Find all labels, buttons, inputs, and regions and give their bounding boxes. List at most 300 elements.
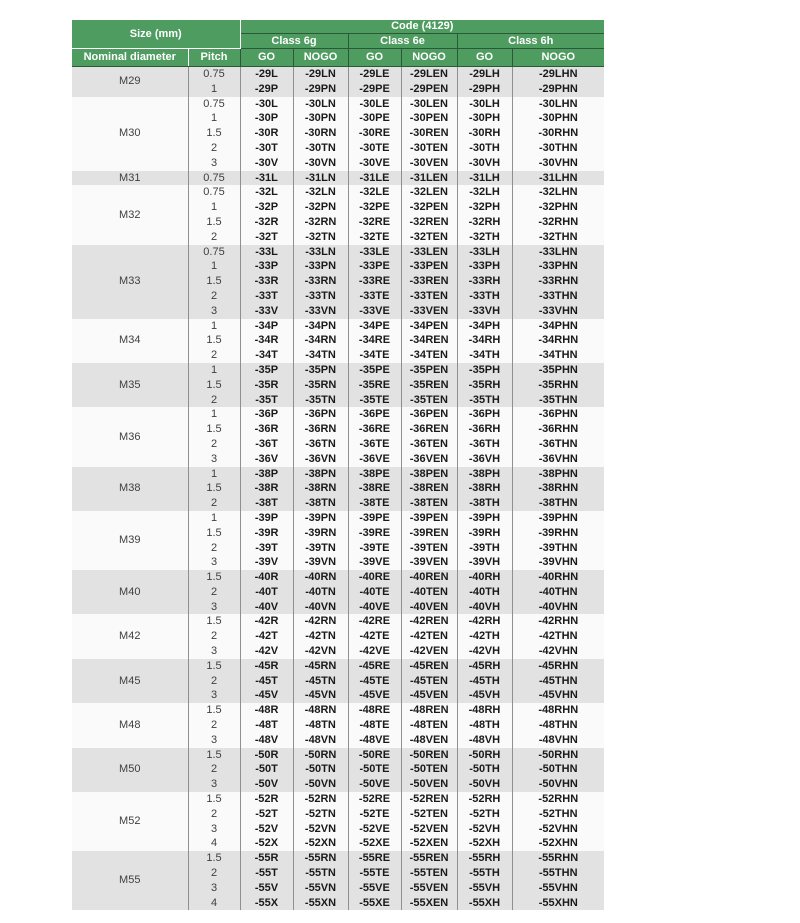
thread-gauge-code-table — [72, 20, 604, 910]
code-cell: -39VHN — [512, 555, 604, 570]
table-row — [72, 511, 604, 526]
code-cell: -34TE — [348, 348, 401, 363]
code-cell: -42REN — [401, 614, 457, 629]
code-cell: -30VEN — [401, 156, 457, 171]
code-cell: -48VH — [457, 733, 512, 748]
pitch-cell: 1.5 — [188, 659, 240, 674]
code-cell: -52TE — [348, 807, 401, 822]
code-cell: -50VN — [293, 777, 348, 792]
code-cell: -33VEN — [401, 304, 457, 319]
code-cell: -48RE — [348, 703, 401, 718]
code-cell: -55RN — [293, 851, 348, 866]
code-cell: -32REN — [401, 215, 457, 230]
code-cell: -32LE — [348, 185, 401, 200]
nominal-diameter-cell: M39 — [119, 534, 141, 547]
go-6g-header: GO — [240, 49, 293, 67]
code-cell: -42TEN — [401, 629, 457, 644]
code-cell: -39RN — [293, 526, 348, 541]
code-cell: -38RE — [348, 481, 401, 496]
pitch-cell: 1.5 — [188, 851, 240, 866]
code-cell: -35PN — [293, 363, 348, 378]
code-cell: -40VHN — [512, 600, 604, 615]
pitch-cell: 2 — [188, 230, 240, 245]
code-cell: -42TN — [293, 629, 348, 644]
code-cell: -39TH — [457, 541, 512, 556]
code-cell: -39PE — [348, 511, 401, 526]
code-cell: -30P — [240, 111, 293, 126]
code-cell: -45TN — [293, 674, 348, 689]
code-cell: -36T — [240, 437, 293, 452]
code-cell: -55X — [240, 896, 293, 911]
code-cell: -40VEN — [401, 600, 457, 615]
code-cell: -32R — [240, 215, 293, 230]
code-cell: -35TH — [457, 393, 512, 408]
code-cell: -42T — [240, 629, 293, 644]
code-cell: -52X — [240, 836, 293, 851]
code-cell: -33VE — [348, 304, 401, 319]
code-cell: -55VEN — [401, 881, 457, 896]
code-cell: -52RN — [293, 792, 348, 807]
pitch-cell: 2 — [188, 393, 240, 408]
pitch-cell: 1.5 — [188, 792, 240, 807]
nominal-diameter-cell: M32 — [119, 208, 141, 221]
code-cell: -32PHN — [512, 200, 604, 215]
nominal-diameter-cell: M29 — [119, 75, 141, 88]
code-cell: -33RH — [457, 274, 512, 289]
code-cell: -42VH — [457, 644, 512, 659]
code-cell: -39R — [240, 526, 293, 541]
code-cell: -40TH — [457, 585, 512, 600]
code-cell: -38R — [240, 481, 293, 496]
code-cell: -30RE — [348, 126, 401, 141]
code-cell: -40RN — [293, 570, 348, 585]
code-cell: -50VHN — [512, 777, 604, 792]
pitch-cell: 2 — [188, 762, 240, 777]
code-cell: -36RH — [457, 422, 512, 437]
code-cell: -52VHN — [512, 822, 604, 837]
code-cell: -35REN — [401, 378, 457, 393]
code-cell: -42VHN — [512, 644, 604, 659]
code-cell: -29P — [240, 82, 293, 97]
pitch-cell: 4 — [188, 896, 240, 911]
code-cell: -34PN — [293, 319, 348, 334]
code-cell: -55RHN — [512, 851, 604, 866]
code-cell: -34T — [240, 348, 293, 363]
pitch-cell: 3 — [188, 452, 240, 467]
pitch-cell: 2 — [188, 674, 240, 689]
pitch-cell: 1 — [188, 467, 240, 482]
code-cell: -36TEN — [401, 437, 457, 452]
code-cell: -36PEN — [401, 407, 457, 422]
code-cell: -30LHN — [512, 97, 604, 112]
code-cell: -48TH — [457, 718, 512, 733]
table-row — [72, 363, 604, 378]
code-cell: -55XH — [457, 896, 512, 911]
code-cell: -33L — [240, 245, 293, 260]
code-cell: -48RN — [293, 703, 348, 718]
code-cell: -36RE — [348, 422, 401, 437]
code-cell: -32T — [240, 230, 293, 245]
code-cell: -33PEN — [401, 259, 457, 274]
code-cell: -45VN — [293, 688, 348, 703]
code-cell: -55TE — [348, 866, 401, 881]
code-cell: -52V — [240, 822, 293, 837]
code-cell: -32L — [240, 185, 293, 200]
code-cell: -52VN — [293, 822, 348, 837]
code-cell: -35R — [240, 378, 293, 393]
code-cell: -34TN — [293, 348, 348, 363]
code-cell: -30REN — [401, 126, 457, 141]
pitch-cell: 3 — [188, 881, 240, 896]
code-cell: -52R — [240, 792, 293, 807]
code-cell: -30PHN — [512, 111, 604, 126]
code-cell: -48T — [240, 718, 293, 733]
code-cell: -29LHN — [512, 67, 604, 82]
code-cell: -36P — [240, 407, 293, 422]
code-cell: -30TN — [293, 141, 348, 156]
code-cell: -55THN — [512, 866, 604, 881]
nominal-diameter-cell: M48 — [119, 719, 141, 732]
thread-gauge-code-table-wrap — [72, 20, 604, 910]
code-cell: -52REN — [401, 792, 457, 807]
code-cell: -30LE — [348, 97, 401, 112]
table-row — [72, 792, 604, 807]
code-cell: -42TE — [348, 629, 401, 644]
code-cell: -30VHN — [512, 156, 604, 171]
code-cell: -30T — [240, 141, 293, 156]
code-cell: -30RN — [293, 126, 348, 141]
code-cell: -36PH — [457, 407, 512, 422]
nominal-diameter-cell: M40 — [119, 585, 141, 598]
pitch-cell: 2 — [188, 437, 240, 452]
code-group-header: Code (4129) — [240, 20, 604, 34]
pitch-cell: 1.5 — [188, 274, 240, 289]
code-cell: -30TE — [348, 141, 401, 156]
pitch-header: Pitch — [188, 49, 240, 67]
code-cell: -35PHN — [512, 363, 604, 378]
pitch-cell: 0.75 — [188, 245, 240, 260]
code-cell: -48V — [240, 733, 293, 748]
code-cell: -45T — [240, 674, 293, 689]
code-cell: -30VE — [348, 156, 401, 171]
code-cell: -42TH — [457, 629, 512, 644]
code-cell: -38RHN — [512, 481, 604, 496]
code-cell: -52TEN — [401, 807, 457, 822]
code-cell: -39RHN — [512, 526, 604, 541]
code-cell: -36R — [240, 422, 293, 437]
code-cell: -45RE — [348, 659, 401, 674]
pitch-cell: 2 — [188, 348, 240, 363]
code-cell: -55XEN — [401, 896, 457, 911]
code-cell: -33RN — [293, 274, 348, 289]
code-cell: -45RHN — [512, 659, 604, 674]
code-cell: -34REN — [401, 333, 457, 348]
code-cell: -48REN — [401, 703, 457, 718]
code-cell: -34PH — [457, 319, 512, 334]
nominal-diameter-cell: M45 — [119, 674, 141, 687]
code-cell: -39TE — [348, 541, 401, 556]
code-cell: -33T — [240, 289, 293, 304]
pitch-cell: 0.75 — [188, 97, 240, 112]
code-cell: -55VN — [293, 881, 348, 896]
pitch-cell: 3 — [188, 777, 240, 792]
table-row — [72, 748, 604, 763]
code-cell: -40T — [240, 585, 293, 600]
code-cell: -55XE — [348, 896, 401, 911]
code-cell: -48TEN — [401, 718, 457, 733]
code-cell: -30L — [240, 97, 293, 112]
table-body — [72, 67, 604, 911]
code-cell: -50RN — [293, 748, 348, 763]
code-cell: -34TEN — [401, 348, 457, 363]
table-row — [72, 185, 604, 200]
code-cell: -33LN — [293, 245, 348, 260]
pitch-cell: 1.5 — [188, 333, 240, 348]
code-cell: -52TH — [457, 807, 512, 822]
code-cell: -35THN — [512, 393, 604, 408]
code-cell: -33TH — [457, 289, 512, 304]
pitch-cell: 1.5 — [188, 614, 240, 629]
pitch-cell: 2 — [188, 541, 240, 556]
code-cell: -33PN — [293, 259, 348, 274]
code-cell: -48VN — [293, 733, 348, 748]
code-cell: -50TN — [293, 762, 348, 777]
code-cell: -55T — [240, 866, 293, 881]
code-cell: -42THN — [512, 629, 604, 644]
code-cell: -40VN — [293, 600, 348, 615]
code-cell: -32LHN — [512, 185, 604, 200]
code-cell: -36THN — [512, 437, 604, 452]
code-cell: -30VH — [457, 156, 512, 171]
code-cell: -40REN — [401, 570, 457, 585]
code-cell: -39THN — [512, 541, 604, 556]
code-cell: -30V — [240, 156, 293, 171]
code-cell: -38TH — [457, 496, 512, 511]
code-cell: -31LN — [293, 171, 348, 186]
code-cell: -30RHN — [512, 126, 604, 141]
code-cell: -32TE — [348, 230, 401, 245]
code-cell: -38TEN — [401, 496, 457, 511]
code-cell: -32TEN — [401, 230, 457, 245]
code-cell: -45TEN — [401, 674, 457, 689]
pitch-cell: 1.5 — [188, 526, 240, 541]
code-cell: -50REN — [401, 748, 457, 763]
code-cell: -34TH — [457, 348, 512, 363]
code-cell: -36VHN — [512, 452, 604, 467]
code-cell: -29PN — [293, 82, 348, 97]
code-cell: -39V — [240, 555, 293, 570]
code-cell: -42VE — [348, 644, 401, 659]
code-cell: -33LEN — [401, 245, 457, 260]
code-cell: -33THN — [512, 289, 604, 304]
pitch-cell: 1.5 — [188, 570, 240, 585]
code-cell: -36PHN — [512, 407, 604, 422]
code-cell: -55VE — [348, 881, 401, 896]
code-cell: -30VN — [293, 156, 348, 171]
code-cell: -52RHN — [512, 792, 604, 807]
pitch-cell: 0.75 — [188, 171, 240, 186]
code-cell: -50R — [240, 748, 293, 763]
code-cell: -39RE — [348, 526, 401, 541]
code-cell: -34PEN — [401, 319, 457, 334]
code-cell: -39VN — [293, 555, 348, 570]
code-cell: -39P — [240, 511, 293, 526]
code-cell: -55TEN — [401, 866, 457, 881]
pitch-cell: 4 — [188, 836, 240, 851]
code-cell: -38RN — [293, 481, 348, 496]
code-cell: -45TE — [348, 674, 401, 689]
code-cell: -35TN — [293, 393, 348, 408]
code-cell: -30TEN — [401, 141, 457, 156]
code-cell: -38PHN — [512, 467, 604, 482]
code-cell: -30LH — [457, 97, 512, 112]
code-cell: -40RHN — [512, 570, 604, 585]
code-cell: -31LHN — [512, 171, 604, 186]
code-cell: -36TN — [293, 437, 348, 452]
class-6h-header: Class 6h — [457, 34, 604, 49]
code-cell: -39TN — [293, 541, 348, 556]
code-cell: -34RHN — [512, 333, 604, 348]
code-cell: -40VH — [457, 600, 512, 615]
code-cell: -30PEN — [401, 111, 457, 126]
code-cell: -29PHN — [512, 82, 604, 97]
code-cell: -31LEN — [401, 171, 457, 186]
code-cell: -33LHN — [512, 245, 604, 260]
table-row — [72, 67, 604, 82]
code-cell: -32LN — [293, 185, 348, 200]
code-cell: -38RH — [457, 481, 512, 496]
code-cell: -32RHN — [512, 215, 604, 230]
pitch-cell: 2 — [188, 629, 240, 644]
nominal-diameter-cell: M35 — [119, 378, 141, 391]
code-cell: -52THN — [512, 807, 604, 822]
code-cell: -48VE — [348, 733, 401, 748]
code-cell: -32PH — [457, 200, 512, 215]
code-cell: -52VEN — [401, 822, 457, 837]
nominal-diameter-cell: M36 — [119, 430, 141, 443]
pitch-cell: 1 — [188, 363, 240, 378]
code-cell: -36VEN — [401, 452, 457, 467]
nogo-6h-header: NOGO — [512, 49, 604, 67]
nominal-diameter-cell: M38 — [119, 482, 141, 495]
code-cell: -35RH — [457, 378, 512, 393]
table-row — [72, 467, 604, 482]
code-cell: -32TN — [293, 230, 348, 245]
table-row — [72, 407, 604, 422]
table-row — [72, 659, 604, 674]
nominal-diameter-cell: M33 — [119, 275, 141, 288]
code-cell: -34RE — [348, 333, 401, 348]
code-cell: -40R — [240, 570, 293, 585]
pitch-cell: 2 — [188, 289, 240, 304]
code-cell: -32P — [240, 200, 293, 215]
class-6e-header: Class 6e — [348, 34, 457, 49]
code-cell: -45VEN — [401, 688, 457, 703]
code-cell: -33PE — [348, 259, 401, 274]
code-cell: -36RN — [293, 422, 348, 437]
code-cell: -32RH — [457, 215, 512, 230]
pitch-cell: 3 — [188, 733, 240, 748]
code-cell: -34P — [240, 319, 293, 334]
code-cell: -55RH — [457, 851, 512, 866]
nominal-diameter-header: Nominal diameter — [72, 49, 188, 67]
pitch-cell: 3 — [188, 156, 240, 171]
table-header — [72, 20, 604, 67]
code-cell: -34RH — [457, 333, 512, 348]
code-cell: -48VEN — [401, 733, 457, 748]
code-cell: -45RN — [293, 659, 348, 674]
code-cell: -50TH — [457, 762, 512, 777]
code-cell: -30RH — [457, 126, 512, 141]
code-cell: -33V — [240, 304, 293, 319]
pitch-cell: 1 — [188, 407, 240, 422]
pitch-cell: 1.5 — [188, 422, 240, 437]
pitch-cell: 3 — [188, 555, 240, 570]
code-cell: -29PE — [348, 82, 401, 97]
code-cell: -39PHN — [512, 511, 604, 526]
code-cell: -38PH — [457, 467, 512, 482]
code-cell: -42RN — [293, 614, 348, 629]
code-cell: -33P — [240, 259, 293, 274]
code-cell: -48TE — [348, 718, 401, 733]
code-cell: -31LE — [348, 171, 401, 186]
code-cell: -50V — [240, 777, 293, 792]
code-cell: -45VE — [348, 688, 401, 703]
code-cell: -35TE — [348, 393, 401, 408]
code-cell: -34RN — [293, 333, 348, 348]
code-cell: -55XHN — [512, 896, 604, 911]
code-cell: -50VEN — [401, 777, 457, 792]
code-cell: -45TH — [457, 674, 512, 689]
code-cell: -55XN — [293, 896, 348, 911]
table-row — [72, 97, 604, 112]
code-cell: -33VHN — [512, 304, 604, 319]
pitch-cell: 0.75 — [188, 185, 240, 200]
code-cell: -55TH — [457, 866, 512, 881]
code-cell: -33REN — [401, 274, 457, 289]
code-cell: -36VN — [293, 452, 348, 467]
nominal-diameter-cell: M31 — [119, 171, 141, 184]
code-cell: -52XH — [457, 836, 512, 851]
pitch-cell: 1 — [188, 82, 240, 97]
code-cell: -38REN — [401, 481, 457, 496]
code-cell: -33TE — [348, 289, 401, 304]
code-cell: -38PN — [293, 467, 348, 482]
header-row-columns — [72, 49, 604, 67]
code-cell: -39T — [240, 541, 293, 556]
code-cell: -45RH — [457, 659, 512, 674]
code-cell: -36VH — [457, 452, 512, 467]
nominal-diameter-cell: M50 — [119, 763, 141, 776]
table-row — [72, 171, 604, 186]
table-row — [72, 851, 604, 866]
pitch-cell: 1.5 — [188, 215, 240, 230]
code-cell: -36VE — [348, 452, 401, 467]
code-cell: -55VHN — [512, 881, 604, 896]
code-cell: -34PHN — [512, 319, 604, 334]
code-cell: -35PE — [348, 363, 401, 378]
code-cell: -36PN — [293, 407, 348, 422]
code-cell: -39PH — [457, 511, 512, 526]
code-cell: -30PH — [457, 111, 512, 126]
code-cell: -29LE — [348, 67, 401, 82]
code-cell: -38TE — [348, 496, 401, 511]
code-cell: -36V — [240, 452, 293, 467]
code-cell: -35PEN — [401, 363, 457, 378]
code-cell: -29PEN — [401, 82, 457, 97]
code-cell: -30THN — [512, 141, 604, 156]
code-cell: -33LE — [348, 245, 401, 260]
